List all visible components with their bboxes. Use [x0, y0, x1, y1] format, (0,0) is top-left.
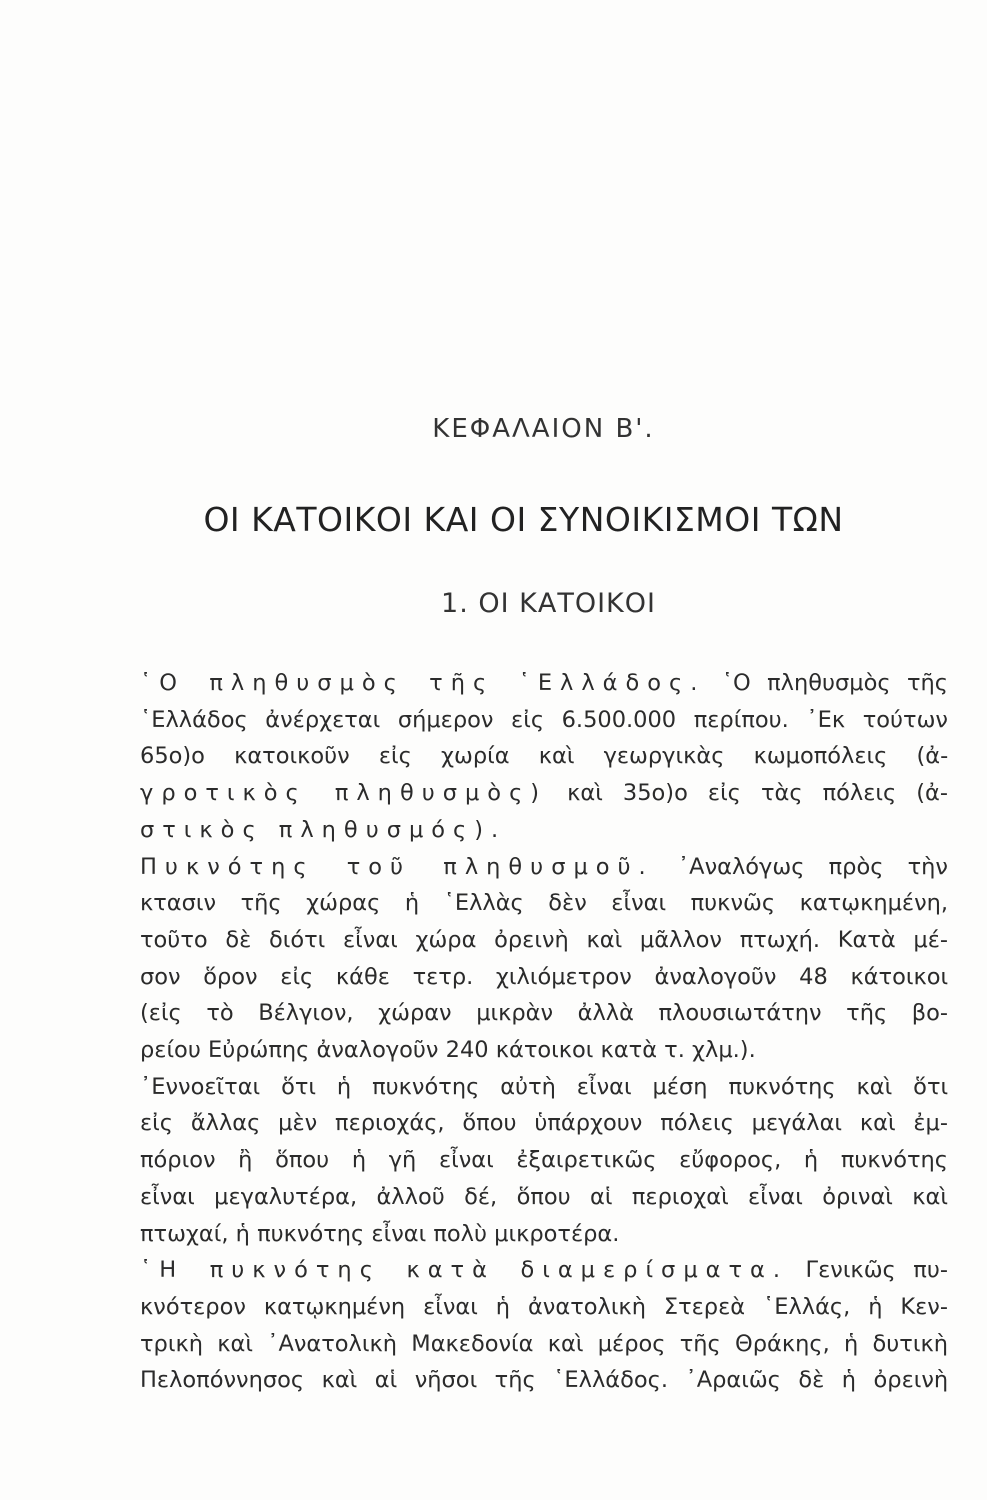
text-line: ᾽Εννοεῖται ὅτι ἡ πυκνότης αὐτὴ εἶναι μέση πυκνότης καὶ ὅτι: [140, 1073, 949, 1100]
body-text: [140, 665, 948, 1399]
text-line: σον ὅρον εἰς κάθε τετρ. χιλιόμετρον ἀναλογοῦν 48 κάτοικοι: [140, 963, 949, 990]
section-title: 1. ΟΙ ΚΑΤΟΙΚΟΙ: [441, 588, 656, 619]
spaced-term: στικὸς πληθυσμός).: [140, 816, 507, 843]
run-in-heading: ῾Η πυκνότης κατὰ διαμερίσματα.: [140, 1257, 788, 1284]
text-line: ρείου Εὐρώπης ἀναλογοῦν 240 κάτοικοι κατὰ τ. χλμ.).: [140, 1037, 756, 1064]
text-line: κτασιν τῆς χώρας ἡ ῾Ελλὰς δὲν εἶναι πυκνῶς κατῳκημένη,: [140, 890, 949, 917]
text-line: (εἰς τὸ Βέλγιον, χώραν μικρὰν ἀλλὰ πλουσιωτάτην τῆς βο-: [140, 1000, 948, 1027]
text-line: Πελοπόννησος καὶ αἱ νῆσοι τῆς ῾Ελλάδος. ᾽Αραιῶς δὲ ἡ ὀρεινὴ: [140, 1367, 949, 1394]
text-line: τοῦτο δὲ διότι εἶναι χώρα ὀρεινὴ καὶ μᾶλλον πτωχή. Κατὰ μέ-: [140, 926, 948, 953]
text-line: πτωχαί, ἡ πυκνότης εἶναι πολὺ μικροτέρα.: [140, 1220, 620, 1247]
text-line: πόριον ἢ ὅπου ἡ γῆ εἶναι ἐξαιρετικῶς εὔφορος, ἡ πυκνότης: [140, 1147, 948, 1174]
text-line: [140, 812, 948, 849]
run-in-heading: ῾Ο πληθυσμὸς τῆς ῾Ελλάδος.: [140, 670, 706, 696]
text-line: τρικὴ καὶ ᾽Ανατολικὴ Μακεδονία καὶ μέρος τῆς Θράκης, ἡ δυτικὴ: [140, 1330, 948, 1357]
run-in-heading: Πυκνότης τοῦ πληθυσμοῦ.: [140, 853, 654, 880]
chapter-title: ΟΙ ΚΑΤΟΙΚΟΙ ΚΑΙ ΟΙ ΣΥΝΟΙΚΙΣΜΟΙ ΤΩΝ: [203, 500, 844, 539]
text-line: εἶναι μεγαλυτέρα, ἀλλοῦ δέ, ὅπου αἱ περιοχαὶ εἶναι ὀριναὶ καὶ: [140, 1183, 948, 1210]
spaced-term: γροτικὸς πληθυσμὸς): [140, 780, 548, 807]
text-line: γροτικὸς πληθυσμὸς) καὶ 35ο)ο εἰς τὰς πόλεις (ἀ-: [140, 780, 948, 807]
text-line: 65ο)ο κατοικοῦν εἰς χωρία καὶ γεωργικὰς κωμοπόλεις (ἀ-: [140, 743, 949, 770]
text-line: ῾Ελλάδος ἀνέρχεται σήμερον εἰς 6.500.000 περίπου. ᾽Εκ τούτων: [140, 706, 948, 733]
text-line: εἰς ἄλλας μὲν περιοχάς, ὅπου ὑπάρχουν πόλεις μεγάλαι καὶ ἐμ-: [140, 1110, 948, 1137]
chapter-label: ΚΕΦΑΛΑΙΟΝ Β'.: [432, 414, 655, 444]
text-line: κνότερον κατῳκημένη εἶναι ἡ ἀνατολικὴ Στερεὰ ῾Ελλάς, ἡ Κεν-: [140, 1293, 948, 1320]
text-line: ῾Η πυκνότης κατὰ διαμερίσματα. Γενικῶς πυ-: [140, 1257, 948, 1284]
text-line: ῾Ο πληθυσμὸς τῆς ῾Ελλάδος. ῾Ο πληθυσμὸς τῆς: [140, 670, 948, 696]
text-line: Πυκνότης τοῦ πληθυσμοῦ. ᾽Αναλόγως πρὸς τὴν: [140, 853, 948, 880]
